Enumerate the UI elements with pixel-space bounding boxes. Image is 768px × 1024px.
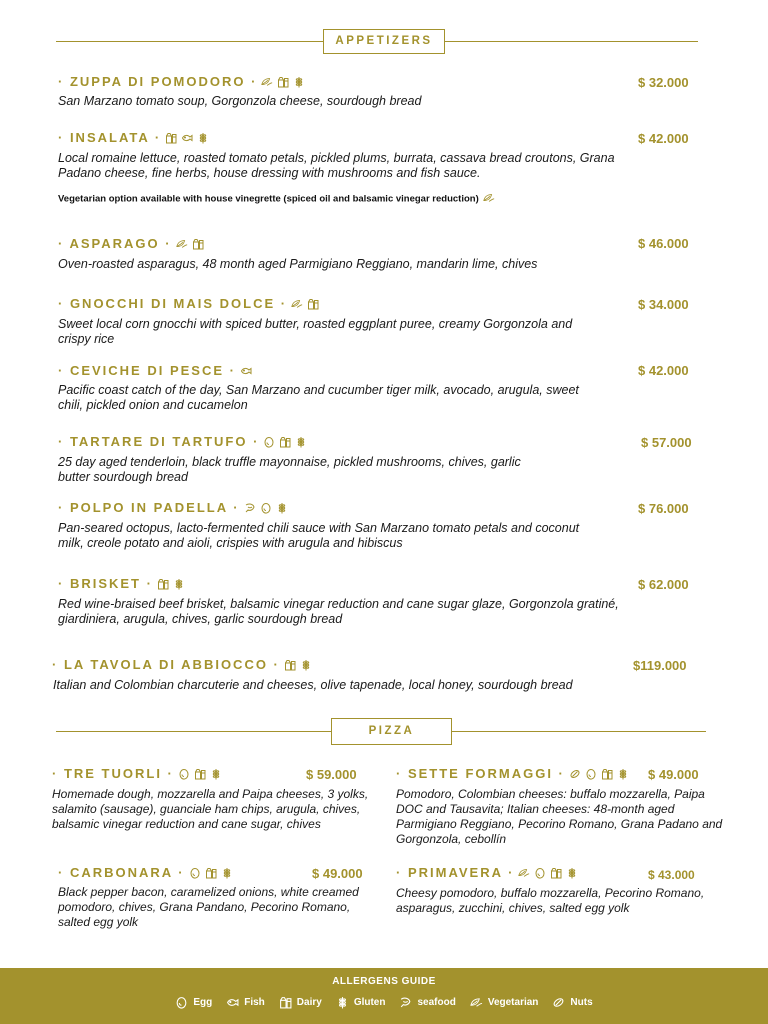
vegetarian-icon <box>518 867 530 879</box>
item-price: $ 49.000 <box>312 866 363 881</box>
fish-icon <box>181 132 193 144</box>
allergens-title: ALLERGENS GUIDE <box>332 976 436 987</box>
item-price: $ 62.000 <box>638 577 689 592</box>
item-price: $ 34.000 <box>638 297 689 312</box>
item-name: · ASPARAGO · <box>58 236 172 251</box>
seafood-icon <box>244 502 256 514</box>
item-price: $ 43.000 <box>648 868 695 882</box>
item-name: · LA TAVOLA DI ABBIOCCO · <box>52 657 280 672</box>
item-price: $ 59.000 <box>306 767 357 782</box>
item-description: Pomodoro, Colombian cheeses: buffalo mozzarella, Paipa DOC and Tausavita; Italian cheeses: 48-month aged Parmigiano Reggiano, Pecorino Romano, Grana Padano and Gorgonzola, cebollín <box>396 787 723 846</box>
item-description: Sweet local corn gnocchi with spiced butter, roasted eggplant puree, creamy Gorgonzola and crispy rice <box>58 317 573 346</box>
dairy-icon <box>307 298 319 310</box>
item-name: · ZUPPA DI POMODORO · <box>58 74 258 89</box>
seafood-icon <box>399 996 412 1009</box>
item-name: · TRE TUORLI · <box>52 766 174 781</box>
item-description: Italian and Colombian charcuterie and cheeses, olive tapenade, local honey, sourdough bread <box>53 678 573 692</box>
gluten-icon <box>566 867 578 879</box>
vegetarian-note: Vegetarian option available with house vinegrette (spiced oil and balsamic vinegar reduction) <box>58 193 479 205</box>
dairy-icon <box>277 76 289 88</box>
item-price: $ 46.000 <box>638 236 689 251</box>
nuts-icon <box>552 996 565 1009</box>
legend-label: Fish <box>244 997 265 1008</box>
item-name: · CARBONARA · <box>58 865 185 880</box>
appetizers-heading: APPETIZERS <box>323 29 445 54</box>
egg-icon <box>178 768 190 780</box>
legend-label: Vegetarian <box>487 997 539 1008</box>
fish-icon <box>226 996 239 1009</box>
dairy-icon <box>194 768 206 780</box>
allergens-footer <box>0 968 768 1024</box>
item-price: $ 49.000 <box>648 767 699 782</box>
gluten-icon <box>197 132 209 144</box>
legend-item-dairy <box>279 996 322 1009</box>
dairy-icon <box>157 578 169 590</box>
item-name: · BRISKET · <box>58 576 153 591</box>
legend-item-egg <box>175 996 212 1009</box>
vegetarian-icon <box>261 76 273 88</box>
vegetarian-icon <box>483 192 495 204</box>
item-name: · GNOCCHI DI MAIS DOLCE · <box>58 296 288 311</box>
pizza-heading: PIZZA <box>331 718 452 745</box>
vegetarian-icon <box>176 238 188 250</box>
nuts-icon <box>569 768 581 780</box>
legend-item-nuts <box>552 996 592 1009</box>
item-price: $ 42.000 <box>638 363 689 378</box>
gluten-icon <box>300 659 312 671</box>
item-name: · CEVICHE DI PESCE · <box>58 363 236 378</box>
item-description: Pan-seared octopus, lacto-fermented chili sauce with San Marzano tomato petals and coconut milk, creole potato and aioli, crispies with arugula and hibiscus <box>58 521 580 550</box>
dairy-icon <box>550 867 562 879</box>
gluten-icon <box>210 768 222 780</box>
dairy-icon <box>192 238 204 250</box>
item-name: · INSALATA · <box>58 130 162 145</box>
dairy-icon <box>279 996 292 1009</box>
item-price: $ 57.000 <box>641 435 692 450</box>
egg-icon <box>189 867 201 879</box>
item-description: Homemade dough, mozzarella and Paipa cheeses, 3 yolks, salamito (sausage), guanciale ham chips, arugula, chives, balsamic vinegar reduction and cane sugar, chives <box>52 787 369 831</box>
fish-icon <box>240 365 252 377</box>
gluten-icon <box>293 76 305 88</box>
item-description: Cheesy pomodoro, buffalo mozzarella, Pecorino Romano, asparagus, zucchini, chives, salted egg yolk <box>396 886 705 915</box>
item-name: · PRIMAVERA · <box>396 865 515 880</box>
item-description: San Marzano tomato soup, Gorgonzola cheese, sourdough bread <box>58 94 422 108</box>
egg-icon <box>534 867 546 879</box>
item-name: · POLPO IN PADELLA · <box>58 500 240 515</box>
legend-label: Dairy <box>296 997 322 1008</box>
egg-icon <box>585 768 597 780</box>
item-price: $ 32.000 <box>638 75 689 90</box>
dairy-icon <box>279 436 291 448</box>
legend-item-vegetarian <box>470 996 539 1009</box>
egg-icon <box>175 996 188 1009</box>
vegetarian-icon <box>470 996 483 1009</box>
legend-item-fish <box>226 996 265 1009</box>
item-description: Pacific coast catch of the day, San Marzano and cucumber tiger milk, avocado, arugula, sweet chili, pickled onion and cucamelon <box>58 383 579 412</box>
legend-item-gluten <box>336 996 386 1009</box>
gluten-icon <box>221 867 233 879</box>
legend-label: seafood <box>417 997 456 1008</box>
item-name: · TARTARE DI TARTUFO · <box>58 434 260 449</box>
gluten-icon <box>295 436 307 448</box>
dairy-icon <box>165 132 177 144</box>
item-price: $ 76.000 <box>638 501 689 516</box>
gluten-icon <box>173 578 185 590</box>
item-description: Red wine-braised beef brisket, balsamic vinegar reduction and cane sugar glaze, Gorgonzola gratiné, giardiniera, arugula, chives, garlic sourdough bread <box>58 597 619 626</box>
egg-icon <box>263 436 275 448</box>
gluten-icon <box>276 502 288 514</box>
item-price: $119.000 <box>633 658 687 673</box>
item-description: Black pepper bacon, caramelized onions, white creamed pomodoro, chives, Grana Pandano, Pecorino Romano, salted egg yolk <box>58 885 359 929</box>
item-description: 25 day aged tenderloin, black truffle mayonnaise, pickled mushrooms, chives, garlic butter sourdough bread <box>58 455 521 484</box>
dairy-icon <box>284 659 296 671</box>
legend-label: Gluten <box>353 997 386 1008</box>
gluten-icon <box>617 768 629 780</box>
legend-label: Nuts <box>570 997 593 1008</box>
dairy-icon <box>205 867 217 879</box>
item-name: · SETTE FORMAGGI · <box>396 766 565 781</box>
allergens-legend <box>0 996 768 1009</box>
egg-icon <box>260 502 272 514</box>
legend-label: Egg <box>193 997 213 1008</box>
item-description: Local romaine lettuce, roasted tomato petals, pickled plums, burrata, cassava bread croutons, Grana Padano cheese, fine herbs, house dressing with mushrooms and fish sauce. <box>58 151 615 180</box>
vegetarian-icon <box>291 298 303 310</box>
item-description: Oven-roasted asparagus, 48 month aged Parmigiano Reggiano, mandarin lime, chives <box>58 257 538 271</box>
legend-item-seafood <box>399 996 455 1009</box>
gluten-icon <box>336 996 349 1009</box>
dairy-icon <box>601 768 613 780</box>
item-price: $ 42.000 <box>638 131 689 146</box>
